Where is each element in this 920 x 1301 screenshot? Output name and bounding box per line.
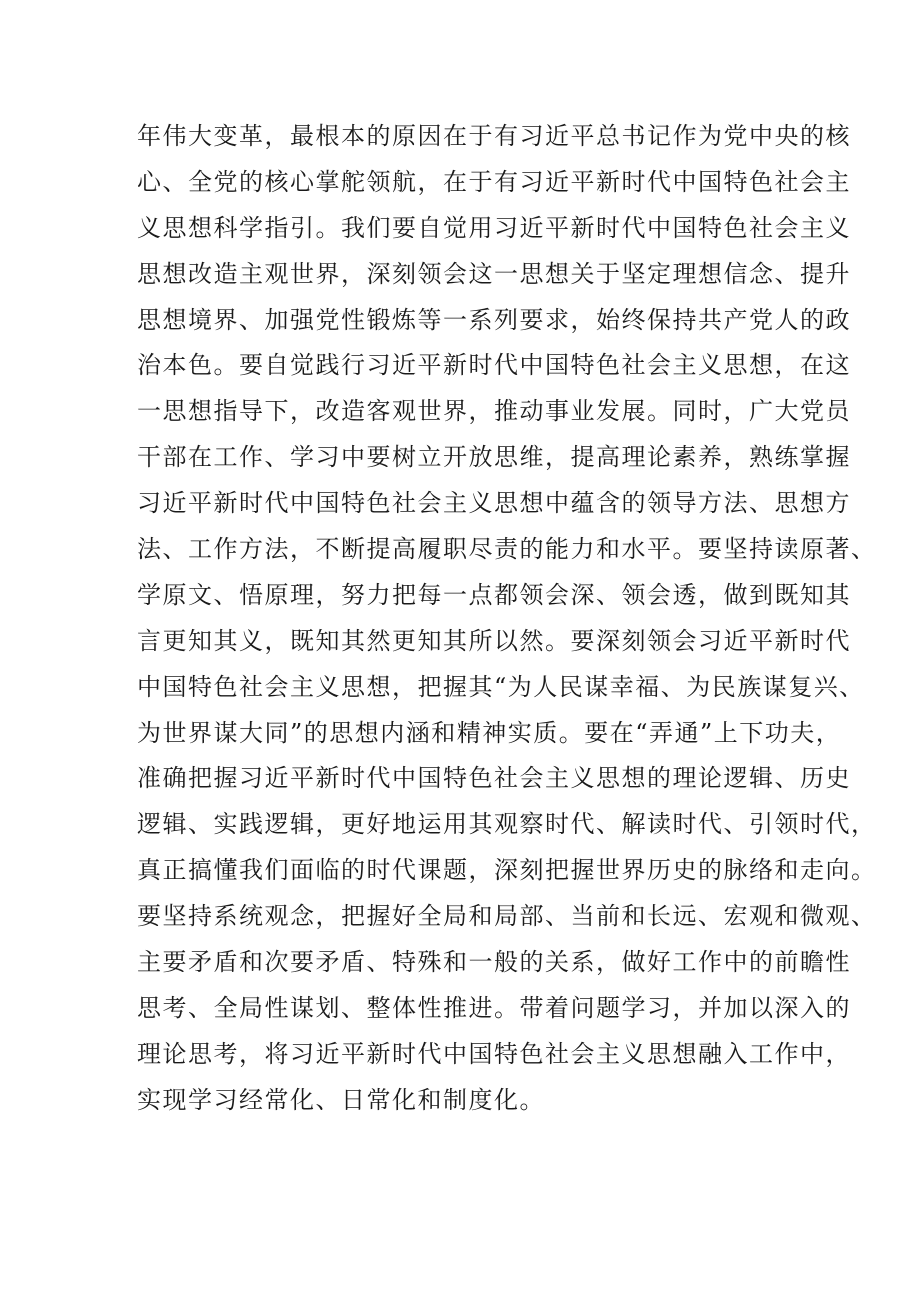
text-line: 要坚持系统观念，把握好全局和局部、当前和长远、宏观和微观、 bbox=[137, 902, 877, 931]
text-line: 一思想指导下，改造客观世界，推动事业发展。同时，广大党员 bbox=[137, 397, 851, 426]
text-line: 习近平新时代中国特色社会主义思想中蕴含的领导方法、思想方 bbox=[137, 489, 851, 518]
text-line: 干部在工作、学习中要树立开放思维，提高理论素养，熟练掌握 bbox=[137, 443, 851, 472]
text-line: 准确把握习近平新时代中国特色社会主义思想的理论逻辑、历史 bbox=[137, 764, 851, 793]
text-line: 言更知其义，既知其然更知其所以然。要深刻领会习近平新时代 bbox=[137, 626, 851, 655]
text-line: 理论思考，将习近平新时代中国特色社会主义思想融入工作中， bbox=[137, 1039, 851, 1068]
body-paragraph bbox=[137, 114, 877, 1124]
text-line: 为世界谋大同”的思想内涵和精神实质。要在“弄通”上下功夫， bbox=[137, 718, 842, 747]
text-line: 思考、全局性谋划、整体性推进。带着问题学习，并加以深入的 bbox=[137, 993, 851, 1022]
text-line: 思想改造主观世界，深刻领会这一思想关于坚定理想信念、提升 bbox=[137, 259, 851, 288]
text-line: 法、工作方法，不断提高履职尽责的能力和水平。要坚持读原著、 bbox=[137, 535, 877, 564]
text-line: 逻辑、实践逻辑，更好地运用其观察时代、解读时代、引领时代， bbox=[137, 810, 877, 839]
text-line: 学原文、悟原理，努力把每一点都领会深、领会透，做到既知其 bbox=[137, 580, 851, 609]
text-line: 年伟大变革，最根本的原因在于有习近平总书记作为党中央的核 bbox=[137, 122, 851, 150]
text-line: 治本色。要自觉践行习近平新时代中国特色社会主义思想，在这 bbox=[137, 351, 851, 380]
text-line: 真正搞懂我们面临的时代课题，深刻把握世界历史的脉络和走向。 bbox=[137, 856, 877, 885]
text-line: 义思想科学指引。我们要自觉用习近平新时代中国特色社会主义 bbox=[137, 213, 851, 242]
text-line: 思想境界、加强党性锻炼等一系列要求，始终保持共产党人的政 bbox=[137, 305, 851, 334]
text-line: 中国特色社会主义思想，把握其“为人民谋幸福、为民族谋复兴、 bbox=[137, 672, 865, 701]
text-line: 心、全党的核心掌舵领航，在于有习近平新时代中国特色社会主 bbox=[137, 167, 851, 196]
text-line: 主要矛盾和次要矛盾、特殊和一般的关系，做好工作中的前瞻性 bbox=[137, 948, 851, 977]
text-line: 实现学习经常化、日常化和制度化。 bbox=[137, 1085, 545, 1114]
